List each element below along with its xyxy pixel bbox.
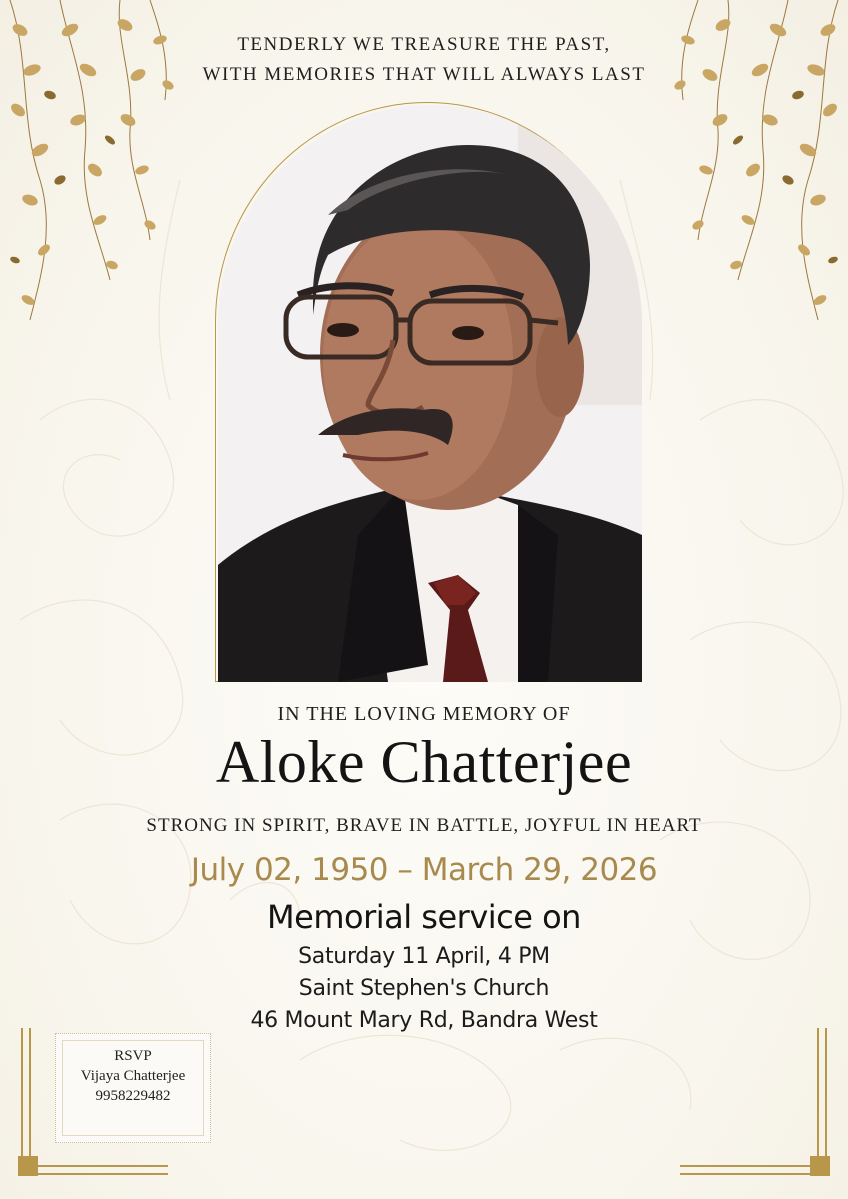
portrait-photo [218, 105, 642, 682]
rsvp-details [56, 1046, 210, 1106]
rsvp-phone: 9958229482 [95, 1088, 171, 1104]
service-address: 46 Mount Mary Rd, Bandra West [250, 1008, 598, 1033]
tagline: STRONG IN SPIRIT, BRAVE IN BATTLE, JOYFUL IN HEART [146, 815, 702, 836]
memory-intro: IN THE LOVING MEMORY OF [277, 703, 571, 725]
rsvp-card [55, 1033, 211, 1143]
rsvp-contact-name: Vijaya Chatterjee [80, 1068, 186, 1084]
deceased-name: Aloke Chatterjee [215, 729, 633, 795]
life-dates: July 02, 1950 – March 29, 2026 [190, 852, 658, 888]
service-venue: Saint Stephen's Church [298, 976, 550, 1001]
service-datetime: Saturday 11 April, 4 PM [298, 944, 550, 969]
corner-frame-right-icon [680, 1028, 830, 1178]
quote-line-2: WITH MEMORIES THAT WILL ALWAYS LAST [202, 64, 646, 85]
service-title: Memorial service on [267, 898, 581, 936]
quote-line-1: TENDERLY WE TREASURE THE PAST, [237, 34, 611, 55]
opening-quote [0, 30, 848, 90]
rsvp-label: RSVP [114, 1048, 152, 1064]
